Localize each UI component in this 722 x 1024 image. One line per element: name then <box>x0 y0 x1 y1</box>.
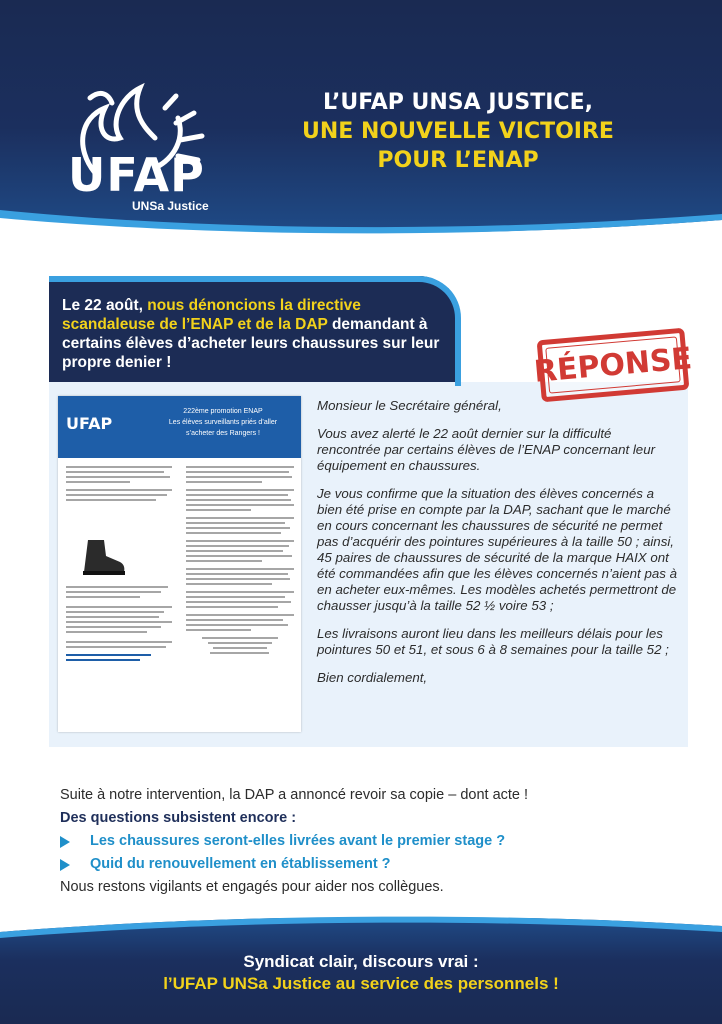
title-line-1: L’UFAP UNSA JUSTICE, <box>323 90 593 115</box>
reponse-stamp <box>532 328 694 403</box>
footer-tagline: l’UFAP UNSa Justice au service des personnels ! <box>163 974 559 993</box>
conclusion-line-1: Suite à notre intervention, la DAP a annoncé revoir sa copie – dont acte ! <box>60 787 529 803</box>
logo-subtitle: UNSa Justice <box>132 199 209 213</box>
bullet-triangle-icon <box>60 859 70 871</box>
document-thumbnail <box>58 396 301 732</box>
questions-heading: Des questions subsistent encore : <box>60 810 297 826</box>
thumbnail-title-line-1: 222ème promotion ENAP <box>183 408 263 415</box>
title-line-3: POUR L’ENAP <box>377 148 539 173</box>
letter-greeting: Monsieur le Secrétaire général, <box>317 398 502 413</box>
letter-paragraph-2: Je vous confirme que la situation des élèves concernés a bien été prise en compte par la DAP, sachant que le marché en cours concernant les chaussures de sécurité ne permet pas d’acquérir des pointures supérieures à la taille 50 ; ainsi, 45 paires de chaussures de sécurité de la marque HAIX ont été commandées afin que les élèves concernés n’aient pas à en acheter eux-mêmes. Les modèles achetés permettront de chausser jusqu’à la taille 52 ½ voire 53 ; <box>317 486 677 613</box>
boot-image-icon <box>80 538 126 576</box>
thumbnail-column-left-2 <box>66 586 172 664</box>
thumbnail-logo: UFAP <box>66 414 113 433</box>
stamp-label: RÉPONSE <box>532 340 694 390</box>
question-bullet-1 <box>60 830 680 853</box>
footer-slogan: Syndicat clair, discours vrai : <box>243 952 479 971</box>
conclusion <box>60 784 680 899</box>
letter-paragraph-1: Vous avez alerté le 22 août dernier sur la difficulté rencontrée par certains élèves de l’ENAP concernant leur équipement en chaussures. <box>317 426 656 473</box>
page-title <box>258 88 658 175</box>
thumbnail-title-line-2: Les élèves surveillants priés d’aller <box>168 419 278 426</box>
intro-rest: demandant à certains élèves d’acheter leurs chaussures sur leur propre denier ! <box>62 316 440 371</box>
thumbnail-title <box>150 406 296 439</box>
intro-date: Le 22 août, <box>62 297 143 314</box>
thumbnail-column-left <box>66 466 172 504</box>
response-letter <box>317 398 677 698</box>
question-bullet-2 <box>60 853 680 876</box>
footer-wave <box>0 904 722 944</box>
letter-closing: Bien cordialement, <box>317 670 428 685</box>
intro-highlight: nous dénoncions la directive scandaleuse de l’ENAP et de la DAP <box>62 297 361 333</box>
intro-text <box>62 296 442 372</box>
bullet-triangle-icon <box>60 836 70 848</box>
logo-text: UFAP <box>68 148 205 202</box>
thumbnail-title-line-3: s’acheter des Rangers ! <box>186 430 260 437</box>
letter-paragraph-3: Les livraisons auront lieu dans les meilleurs délais pour les pointures 50 et 51, et sous 6 à 8 semaines pour la taille 52 ; <box>317 626 669 657</box>
thumbnail-column-right <box>186 466 294 657</box>
question-2-text: Quid du renouvellement en établissement ? <box>90 856 391 872</box>
title-line-2: UNE NOUVELLE VICTOIRE <box>302 119 614 144</box>
question-1-text: Les chaussures seront-elles livrées avant le premier stage ? <box>90 833 506 849</box>
conclusion-line-2: Nous restons vigilants et engagés pour aider nos collègues. <box>60 879 444 895</box>
